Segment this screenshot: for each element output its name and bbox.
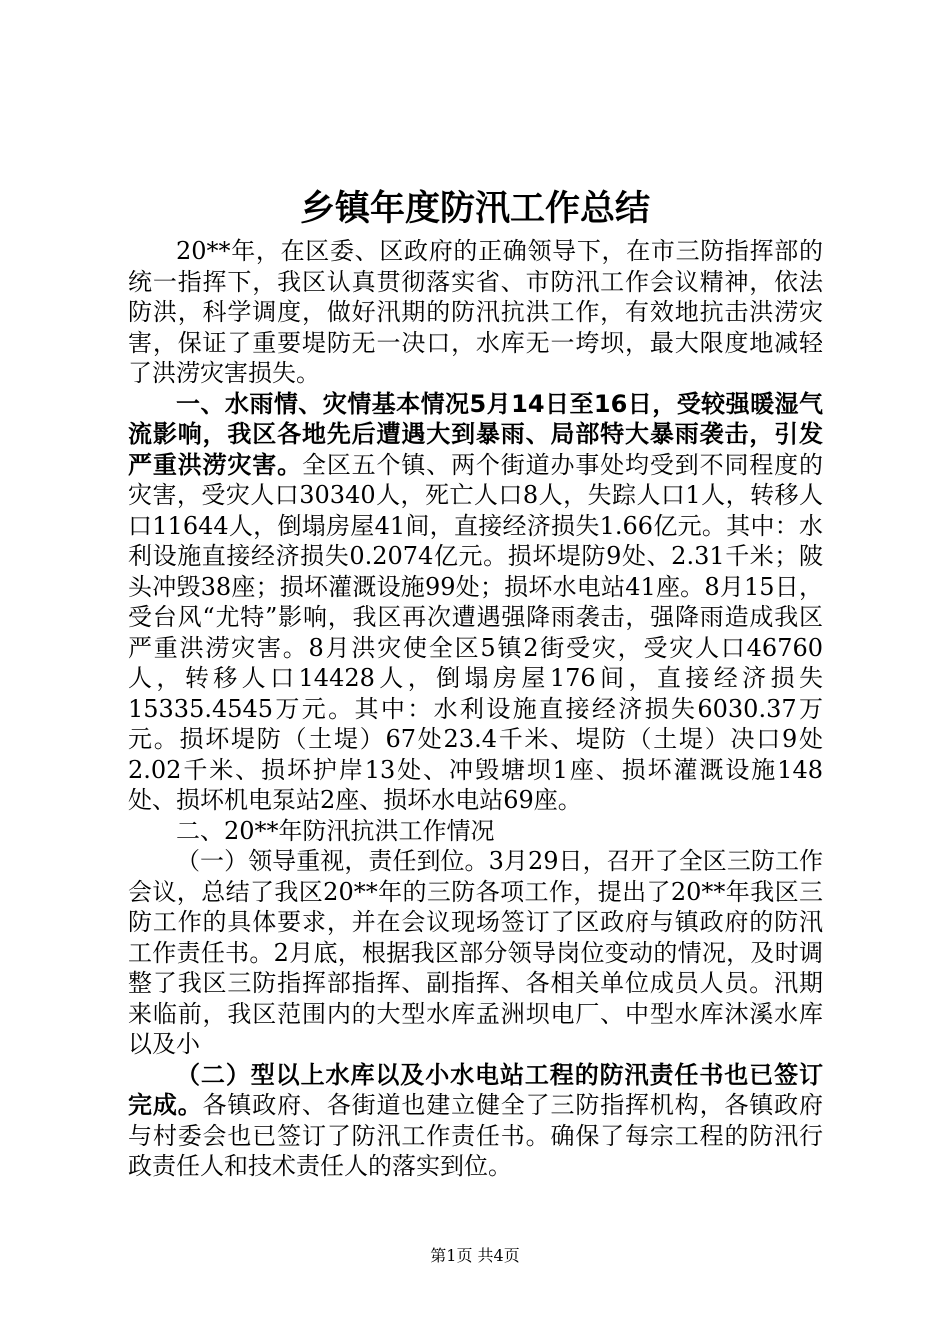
paragraph-text: 二、20**年防汛抗洪工作情况 xyxy=(176,816,495,845)
paragraph-intro xyxy=(128,236,823,389)
document-body xyxy=(128,236,823,1182)
paragraph-text: （一）领导重视，责任到位。3月29日，召开了全区三防工作会议，总结了我区20**年的三防各项工作，提出了20**年我区三防工作的具体要求，并在会议现场签订了区政府与镇政府的防汛工作责任书。2月底，根据我区部分领导岗位变动的情况，及时调整了我区三防指挥部指挥、副指挥、各相关单位成员人员。汛期来临前，我区范围内的大型水库孟洲坝电厂、中型水库沐溪水库以及小 xyxy=(128,847,823,1058)
document-title: 乡镇年度防汛工作总结 xyxy=(299,189,650,229)
paragraph-text: 20**年，在区委、区政府的正确领导下，在市三防指挥部的统一指挥下，我区认真贯彻落实省、市防汛工作会议精神，依法防洪，科学调度，做好汛期的防汛抗洪工作，有效地抗击洪涝灾害，保证了重要堤防无一决口，水库无一垮坝，最大限度地减轻了洪涝灾害损失。 xyxy=(128,237,823,387)
paragraph-text: 各镇政府、各街道也建立健全了三防指挥机构，各镇政府与村委会也已签订了防汛工作责任书。确保了每宗工程的防汛行政责任人和技术责任人的落实到位。 xyxy=(128,1091,824,1180)
paragraph-subsection-2 xyxy=(128,1060,823,1182)
paragraph-section-2-heading xyxy=(128,816,823,847)
page-number-footer: 第1页 共4页 xyxy=(430,1246,520,1265)
paragraph-subsection-1 xyxy=(128,846,823,1060)
paragraph-text: 全区五个镇、两个街道办事处均受到不同程度的灾害，受灾人口30340人，死亡人口8人，失踪人口1人，转移人口11644人，倒塌房屋41间，直接经济损失1.66亿元。其中：水利设施直接经济损失0.2074亿元。损坏堤防9处、2.31千米；陂头冲毁38座；损坏灌溉设施99处；损坏水电站41座。8月15日，受台风“尤特”影响，我区再次遭遇强降雨袭击，强降雨造成我区严重洪涝灾害。8月洪灾使全区5镇2街受灾，受灾人口46760人，转移人口14428人，倒塌房屋176间，直接经济损失15335.4545万元。其中：水利设施直接经济损失6030.37万元。损坏堤防（土堤）67处23.4千米、堤防（土堤）决口9处2.02千米、损坏护岸13处、冲毁塘坝1座、损坏灌溉设施148处、损坏机电泵站2座、损坏水电站69座。 xyxy=(128,450,824,814)
paragraph-heading: 一、水雨情、灾情基本情况5月14日至16日，受较强暖湿气流影响，我区各地先后遭遇大到暴雨、局部特大暴雨袭击，引发严重洪涝灾害。 xyxy=(128,389,823,479)
paragraph-heading: （二）型以上水库以及小水电站工程的防汛责任书也已签订完成。 xyxy=(128,1060,823,1119)
paragraph-section-1 xyxy=(128,389,823,816)
